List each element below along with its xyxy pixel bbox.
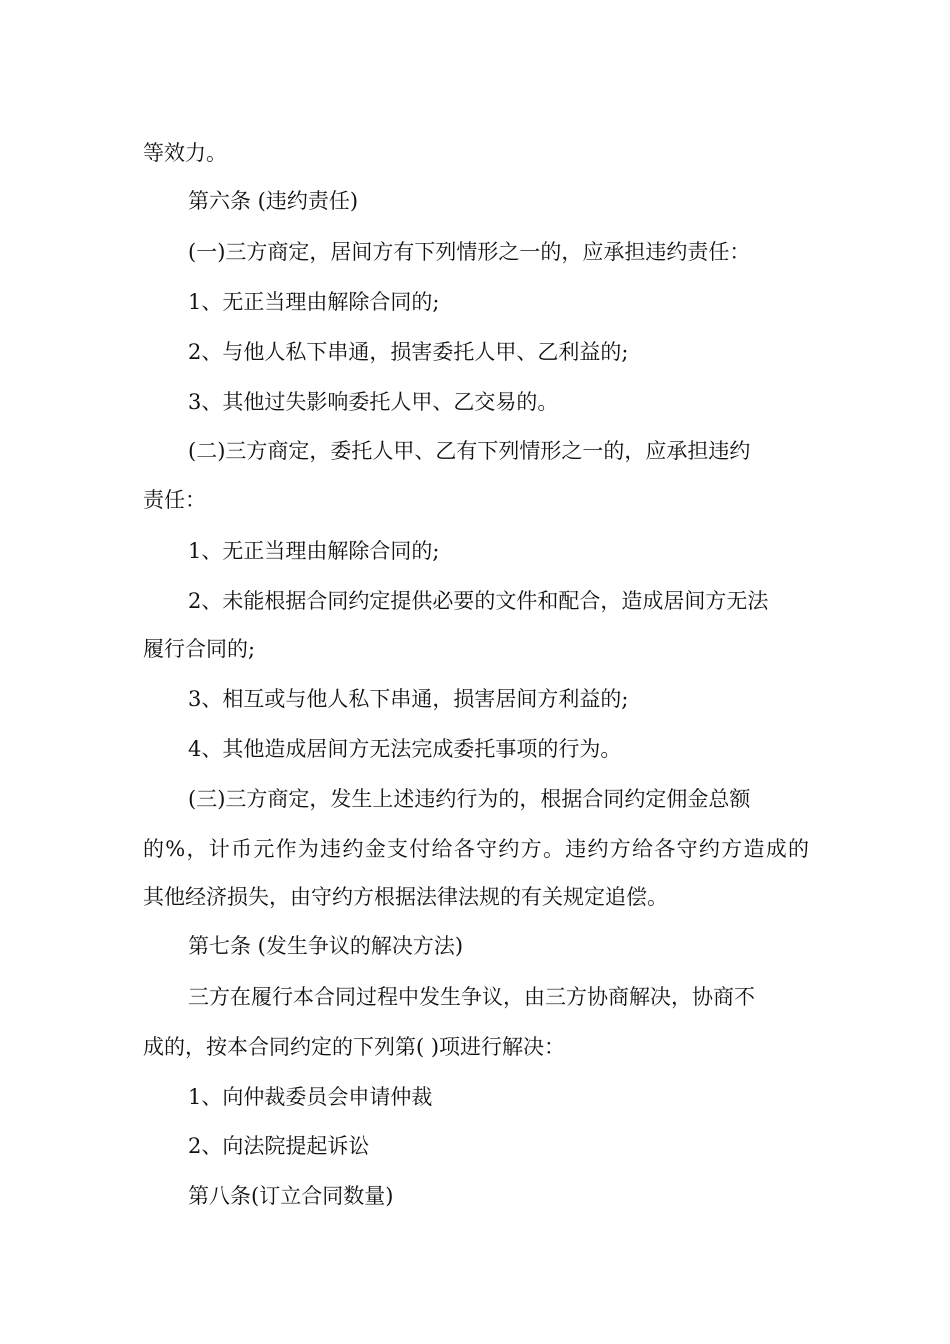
list-item: 2、向法院提起诉讼 [188, 1134, 370, 1158]
article-heading: 第七条 (发生争议的解决方法) [188, 934, 464, 958]
list-item: 1、无正当理由解除合同的; [188, 539, 440, 563]
text-line: 履行合同的; [143, 637, 256, 661]
text-line: (三)三方商定，发生上述违约行为的，根据合同约定佣金总额 [188, 787, 751, 811]
list-item: 3、相互或与他人私下串通，损害居间方利益的; [188, 687, 629, 711]
article-heading: 第八条(订立合同数量) [188, 1184, 394, 1208]
text-line: 其他经济损失，由守约方根据法律法规的有关规定追偿。 [143, 885, 668, 909]
text-line: 等效力。 [143, 141, 227, 165]
list-item: 4、其他造成居间方无法完成委托事项的行为。 [188, 737, 622, 761]
list-item: 1、向仲裁委员会申请仲裁 [188, 1085, 433, 1109]
article-heading: 第六条 (违约责任) [188, 189, 359, 213]
text-line: 的%，计币元作为违约金支付给各守约方。违约方给各守约方造成的 [143, 837, 809, 861]
text-line: 三方在履行本合同过程中发生争议，由三方协商解决，协商不 [188, 985, 755, 1009]
text-line: (二)三方商定，委托人甲、乙有下列情形之一的，应承担违约 [188, 439, 751, 463]
text-line: 成的，按本合同约定的下列第( )项进行解决： [143, 1035, 566, 1059]
text-line: (一)三方商定，居间方有下列情形之一的，应承担违约责任： [188, 240, 751, 264]
list-item: 2、与他人私下串通，损害委托人甲、乙利益的; [188, 340, 629, 364]
list-item: 1、无正当理由解除合同的; [188, 290, 440, 314]
text-line: 责任： [143, 488, 206, 512]
list-item: 2、未能根据合同约定提供必要的文件和配合，造成居间方无法 [188, 589, 769, 613]
list-item: 3、其他过失影响委托人甲、乙交易的。 [188, 390, 559, 414]
